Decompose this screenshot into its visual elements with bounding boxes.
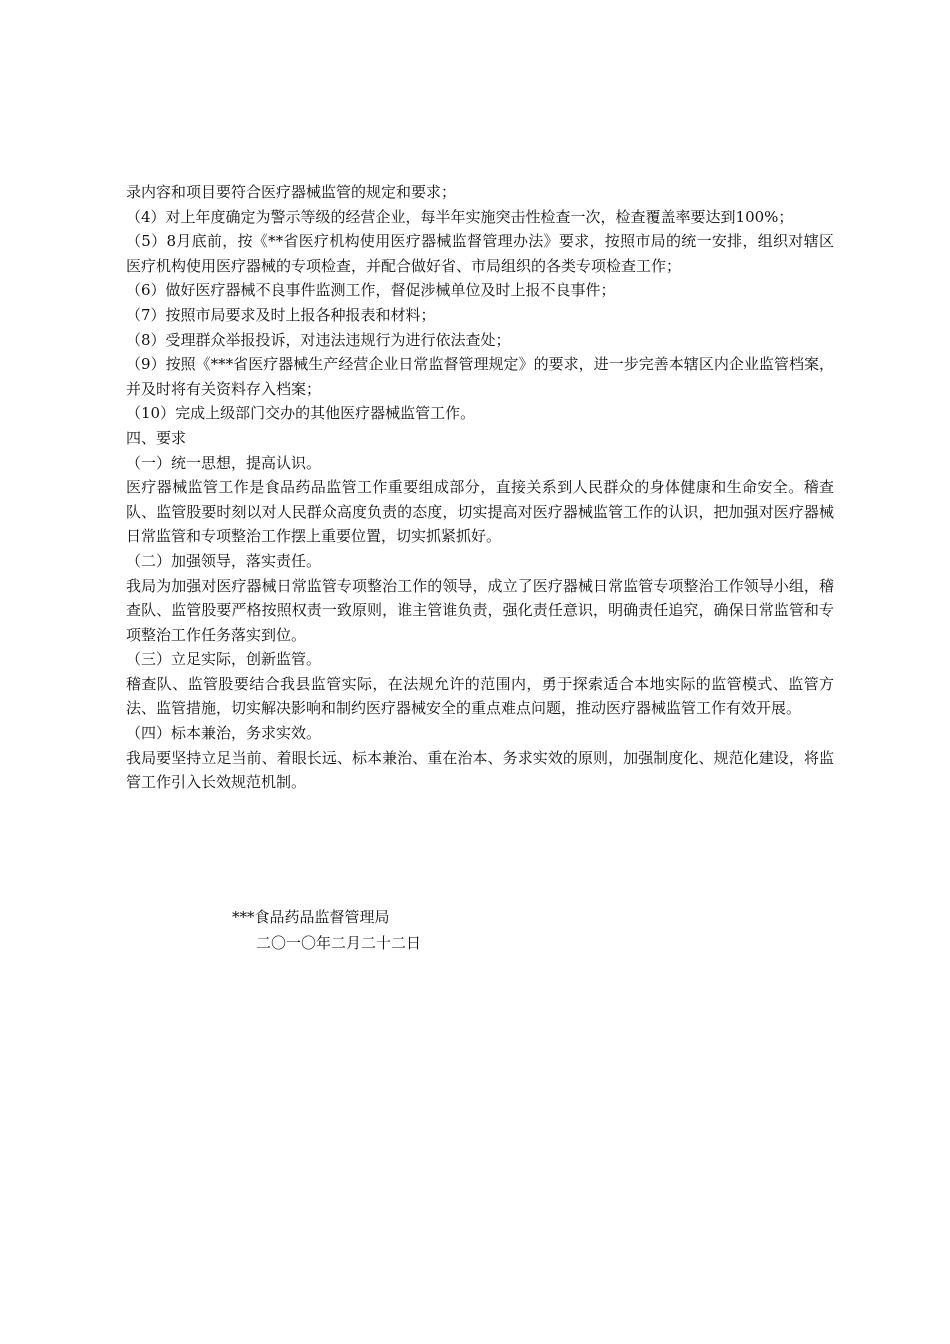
paragraph-8: （10）完成上级部门交办的其他医疗器械监管工作。 (126, 404, 476, 423)
paragraph-4: （6）做好医疗器械不良事件监测工作，督促涉械单位及时上报不良事件； (126, 281, 616, 300)
subheading-3: （三）立足实际，创新监管。 (126, 650, 322, 669)
section-heading: 四、要求 (126, 428, 187, 447)
subheading-2: （二）加强领导，落实责任。 (126, 551, 322, 570)
paragraph-6: （8）受理群众举报投诉，对违法违规行为进行依法查处； (126, 330, 511, 349)
paragraph-10: 我局为加强对医疗器械日常监管专项整治工作的领导，成立了医疗器械日常监管专项整治工作领导小组，稽查队、监管股要严格按照权责一致原则，谁主管谁负责，强化责任意识，明确责任追究，确保日常监管和专项整治工作任务落实到位。 (126, 576, 834, 644)
signature-organization: ***食品药品监督管理局 (232, 908, 390, 926)
signature-block (232, 904, 421, 956)
paragraph-7: （9）按照《***省医疗器械生产经营企业日常监督管理规定》的要求，进一步完善本辖区内企业监管档案，并及时将有关资料存入档案； (126, 355, 834, 398)
paragraph-12: 我局要坚持立足当前、着眼长远、标本兼治、重在治本、务求实效的原则，加强制度化、规范化建设，将监管工作引入长效规范机制。 (126, 748, 834, 792)
subheading-1: （一）统一思想，提高认识。 (126, 453, 322, 472)
paragraph-1: 录内容和项目要符合医疗器械监管的规定和要求； (126, 183, 457, 201)
paragraph-5: （7）按照市局要求及时上报各种报表和材料； (126, 305, 436, 324)
paragraph-2: （4）对上年度确定为警示等级的经营企业，每半年实施突击性检查一次，检查覆盖率要达到100%； (126, 207, 794, 226)
paragraph-3: （5）8月底前，按《**省医疗机构使用医疗器械监督管理办法》要求，按照市局的统一安排，组织对辖区医疗机构使用医疗器械的专项检查，并配合做好省、市局组织的各类专项检查工作； (126, 232, 834, 275)
document-body (126, 180, 834, 795)
signature-date: 二〇一〇年二月二十二日 (256, 934, 422, 952)
subheading-4: （四）标本兼治，务求实效。 (126, 724, 322, 743)
paragraph-11: 稽查队、监管股要结合我县监管实际，在法规允许的范围内，勇于探索适合本地实际的监管模式、监管方法、监管措施，切实解决影响和制约医疗器械安全的重点难点问题，推动医疗器械监管工作有效开展。 (126, 674, 834, 718)
paragraph-9: 医疗器械监管工作是食品药品监管工作重要组成部分，直接关系到人民群众的身体健康和生命安全。稽查队、监管股要时刻以对人民群众高度负责的态度，切实提高对医疗器械监管工作的认识，把加强对医疗器械日常监管和专项整治工作摆上重要位置，切实抓紧抓好。 (126, 478, 834, 546)
